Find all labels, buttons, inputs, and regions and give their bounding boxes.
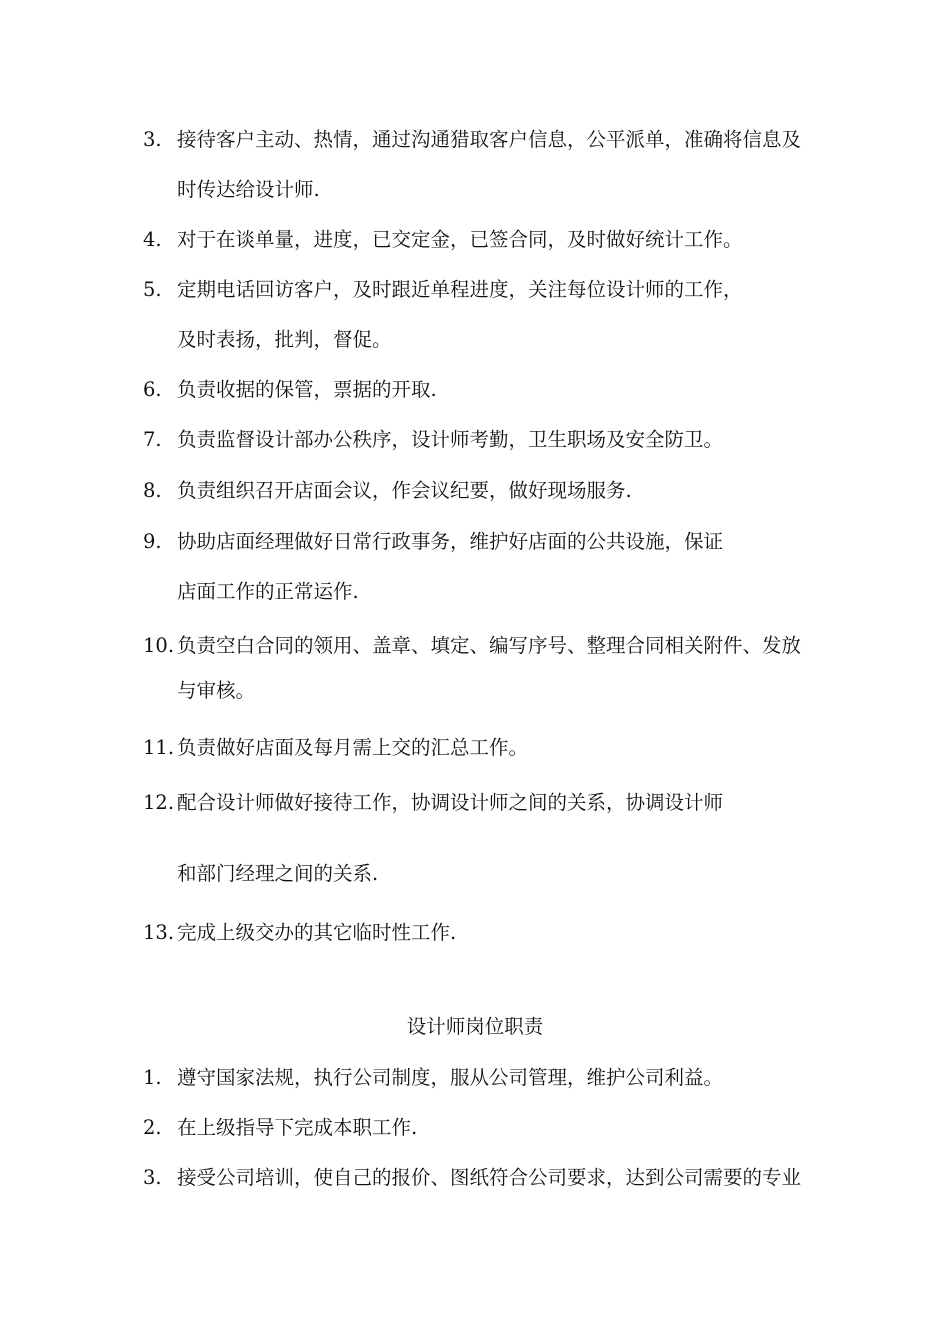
- item-text: 店面工作的正常运作.: [177, 580, 359, 603]
- item-number: 11.: [143, 736, 175, 759]
- item-number: 8.: [143, 479, 162, 502]
- item-text: 在上级指导下完成本职工作.: [177, 1116, 418, 1139]
- item-text: 接待客户主动、热情，通过沟通猎取客户信息，公平派单，准确将信息及: [177, 128, 802, 151]
- item-number: 4.: [143, 228, 162, 251]
- item-number: 6.: [143, 378, 162, 401]
- item-number: 9.: [143, 530, 162, 553]
- section-title: 设计师岗位职责: [406, 1015, 544, 1038]
- item-text: 和部门经理之间的关系.: [177, 862, 379, 885]
- item-number: 7.: [143, 428, 162, 451]
- item-text: 对于在谈单量，进度，已交定金，已签合同，及时做好统计工作。: [177, 228, 743, 251]
- item-number: 5.: [143, 278, 162, 301]
- item-number: 1.: [143, 1066, 162, 1089]
- item-text: 负责监督设计部办公秩序，设计师考勤，卫生职场及安全防卫。: [177, 428, 724, 451]
- item-text: 与审核。: [177, 679, 256, 702]
- item-number: 13.: [143, 921, 175, 944]
- item-number: 12.: [143, 791, 175, 814]
- item-text: 负责组织召开店面会议，作会议纪要，做好现场服务.: [177, 479, 632, 502]
- item-text: 遵守国家法规，执行公司制度，服从公司管理，维护公司利益。: [177, 1066, 724, 1089]
- item-number: 3.: [143, 128, 162, 151]
- item-text: 时传达给设计师.: [177, 178, 320, 201]
- item-text: 完成上级交办的其它临时性工作.: [177, 921, 457, 944]
- item-number: 10.: [143, 634, 175, 657]
- item-text: 及时表扬，批判，督促。: [177, 328, 392, 351]
- item-text: 负责空白合同的领用、盖章、填定、编写序号、整理合同相关附件、发放: [177, 634, 802, 657]
- item-text: 定期电话回访客户，及时跟近单程进度，关注每位设计师的工作，: [177, 278, 743, 301]
- item-number: 2.: [143, 1116, 162, 1139]
- item-text: 配合设计师做好接待工作，协调设计师之间的关系，协调设计师: [177, 791, 724, 814]
- item-text: 负责做好店面及每月需上交的汇总工作。: [177, 736, 529, 759]
- item-text: 接受公司培训，使自己的报价、图纸符合公司要求，达到公司需要的专业: [177, 1166, 802, 1189]
- item-number: 3.: [143, 1166, 162, 1189]
- item-text: 协助店面经理做好日常行政事务，维护好店面的公共设施，保证: [177, 530, 724, 553]
- item-text: 负责收据的保管，票据的开取.: [177, 378, 437, 401]
